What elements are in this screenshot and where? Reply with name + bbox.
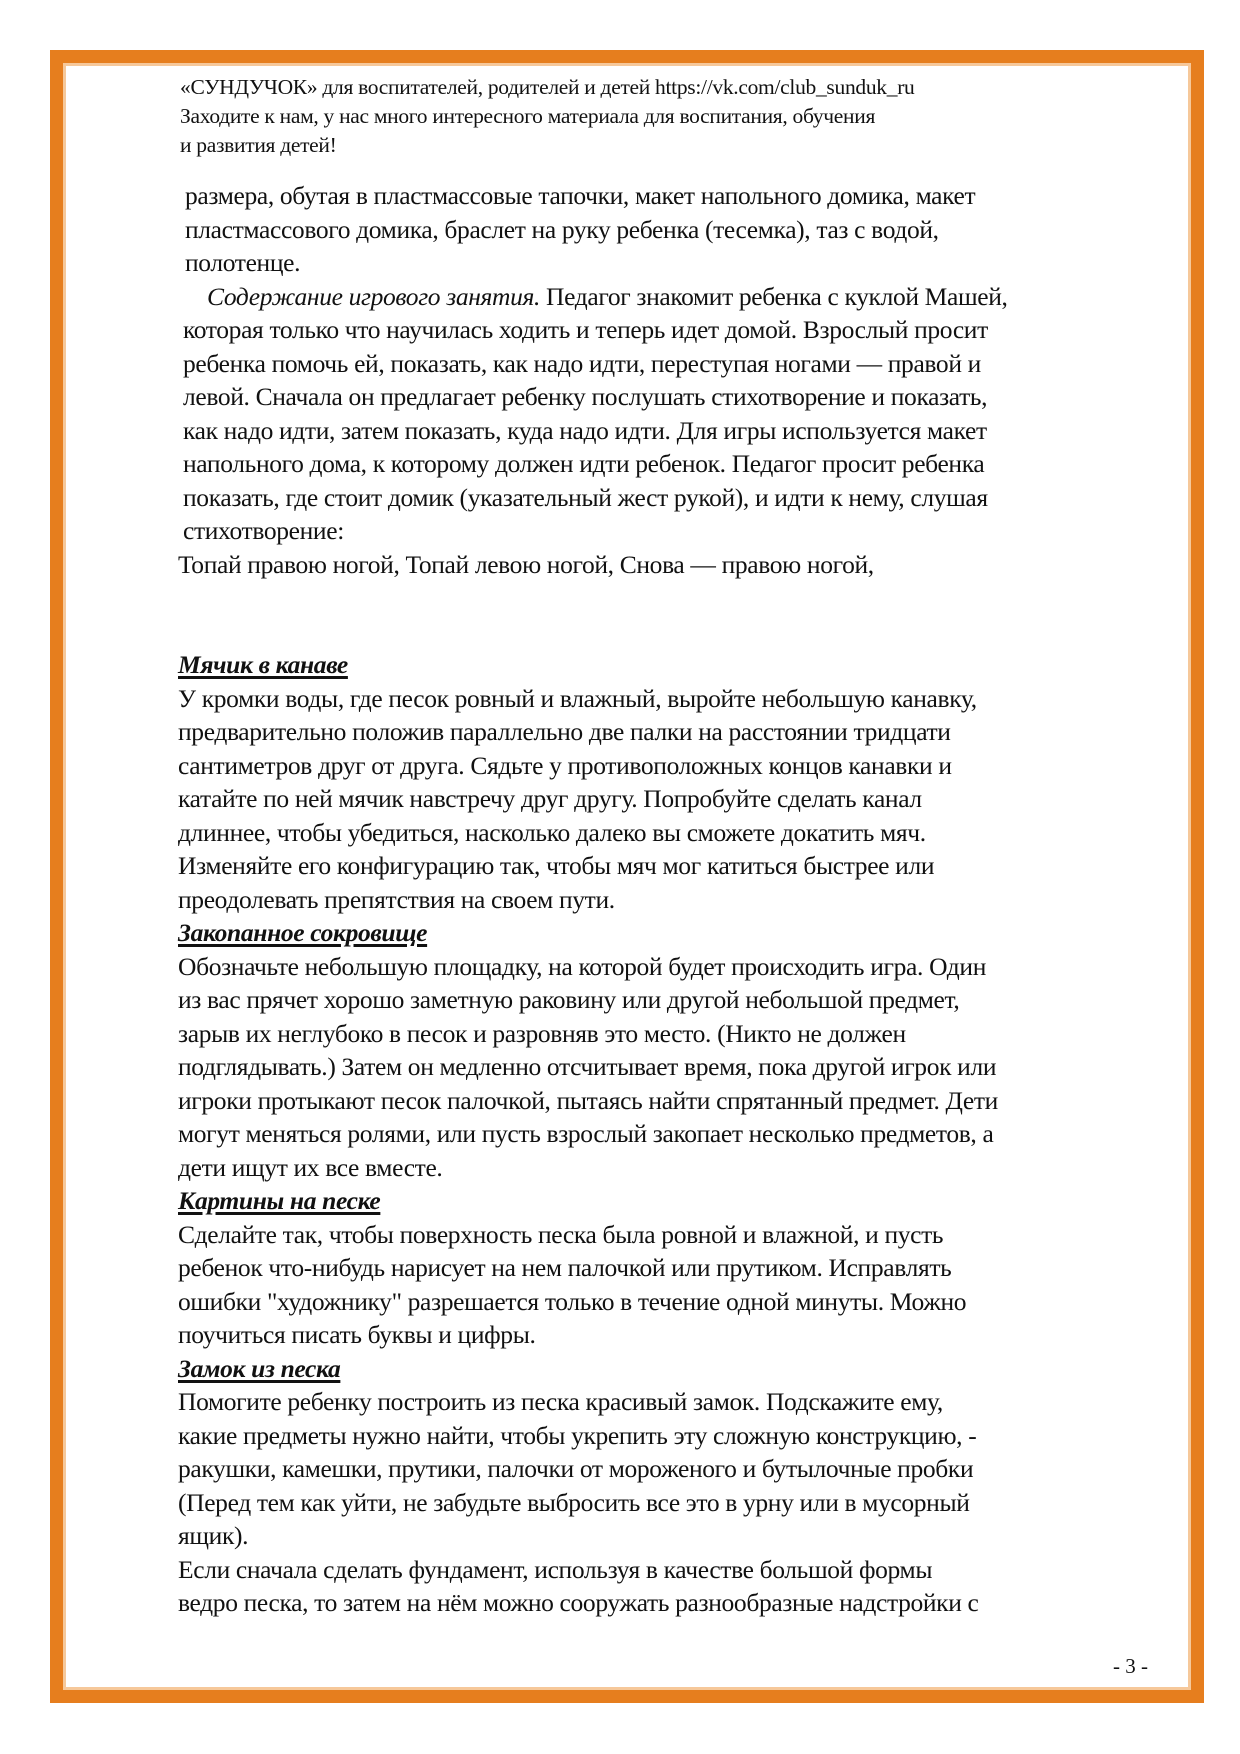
- paragraph-line: ящик).: [178, 1521, 249, 1550]
- paragraph-line: как надо идти, затем показать, куда надо идти. Для игры используется макет: [183, 415, 987, 445]
- paragraph-line: Топай правою ногой, Топай левою ногой, Снова — правою ногой,: [178, 549, 874, 579]
- paragraph-line: зарыв их неглубоко в песок и разровняв это место. (Никто не должен: [178, 1018, 906, 1048]
- paragraph-line: сантиметров друг от друга. Сядьте у противоположных концов канавки и: [178, 750, 952, 780]
- paragraph-line: предварительно положив параллельно две палки на расстоянии тридцати: [178, 717, 951, 746]
- paragraph-line: подглядывать.) Затем он медленно отсчитывает время, пока другой игрок или: [178, 1052, 997, 1081]
- section-heading-text: Картины на песке: [178, 1186, 381, 1215]
- header-line: «СУНДУЧОК» для воспитателей, родителей и детей https://vk.com/club_sunduk_ru: [180, 75, 915, 99]
- paragraph-line: катайте по ней мячик навстречу друг другу. Попробуйте сделать канал: [178, 784, 922, 813]
- paragraph-line: размера, обутая в пластмассовые тапочки, макет напольного домика, макет: [185, 181, 976, 210]
- paragraph-line: пластмассового домика, браслет на руку ребенка (тесемка), таз с водой,: [185, 214, 939, 244]
- paragraph-line: Обозначьте небольшую площадку, на которой будет происходить игра. Один: [178, 951, 987, 981]
- section-heading: [178, 648, 1178, 682]
- paragraph-line: Если сначала сделать фундамент, используя в качестве большой формы: [178, 1554, 933, 1584]
- page-number: - 3 -: [1113, 1654, 1148, 1678]
- paragraph-line: стихотворение:: [183, 516, 344, 545]
- paragraph-line: Помогите ребенку построить из песка красивый замок. Подскажите ему,: [178, 1387, 943, 1416]
- header-line: Заходите к нам, у нас много интересного материала для воспитания, обучения: [180, 104, 876, 128]
- paragraph-line: поучиться писать буквы и цифры.: [178, 1320, 536, 1349]
- section-heading: [178, 916, 1178, 950]
- italic-lead-text: Содержание игрового занятия.: [207, 281, 541, 311]
- section-heading: [178, 1352, 1178, 1386]
- section-heading-text: Закопанное сокровище: [178, 918, 428, 947]
- header-line: и развития детей!: [180, 133, 337, 157]
- paragraph-line: из вас прячет хорошо заметную раковину или другой небольшой предмет,: [178, 985, 960, 1014]
- blank-line: [178, 581, 1178, 615]
- paragraph-line: игроки протыкают песок палочкой, пытаясь найти спрятанный предмет. Дети: [178, 1085, 998, 1115]
- paragraph-line: У кромки воды, где песок ровный и влажный, выройте небольшую канавку,: [178, 683, 977, 713]
- paragraph-line: полотенце.: [185, 248, 301, 277]
- paragraph-line: Изменяйте его конфигурацию так, чтобы мяч мог катиться быстрее или: [178, 851, 935, 880]
- paragraph-line: ребенок что-нибудь нарисует на нем палочкой или прутиком. Исправлять: [178, 1253, 952, 1282]
- paragraph-line: [178, 280, 1178, 314]
- paragraph-line: ребенка помочь ей, показать, как надо идти, переступая ногами — правой и: [183, 348, 981, 378]
- paragraph-line: Сделайте так, чтобы поверхность песка была ровной и влажной, и пусть: [178, 1219, 944, 1249]
- blank-line: [178, 615, 1178, 649]
- paragraph-line: которая только что научилась ходить и теперь идет домой. Взрослый просит: [183, 315, 988, 344]
- paragraph-line: левой. Сначала он предлагает ребенку послушать стихотворение и показать,: [183, 382, 988, 411]
- page-header: [180, 73, 915, 160]
- section-heading: [178, 1184, 1178, 1218]
- paragraph-line: показать, где стоит домик (указательный жест рукой), и идти к нему, слушая: [183, 482, 988, 512]
- paragraph-line: длиннее, чтобы убедиться, насколько далеко вы сможете докатить мяч.: [178, 817, 926, 847]
- paragraph-line: могут меняться ролями, или пусть взрослый закопает несколько предметов, а: [178, 1119, 994, 1148]
- paragraph-line: ошибки "художнику" разрешается только в течение одной минуты. Можно: [178, 1286, 967, 1316]
- section-heading-text: Мячик в канаве: [178, 650, 348, 679]
- paragraph-line: (Перед тем как уйти, не забудьте выбросить все это в урну или в мусорный: [178, 1487, 970, 1517]
- paragraph-line: ракушки, камешки, прутики, палочки от мороженого и бутылочные пробки: [178, 1454, 974, 1483]
- document-body: [178, 179, 1178, 1620]
- paragraph-line: дети ищут их все вместе.: [178, 1152, 443, 1182]
- paragraph-line: какие предметы нужно найти, чтобы укрепить эту сложную конструкцию, -: [178, 1420, 977, 1450]
- section-heading-text: Замок из песка: [178, 1353, 341, 1383]
- paragraph-line: напольного дома, к которому должен идти ребенок. Педагог просит ребенка: [183, 449, 985, 478]
- paragraph-line: ведро песка, то затем на нём можно сооружать разнообразные надстройки с: [178, 1588, 979, 1617]
- paragraph-text: Педагог знакомит ребенка с куклой Машей,: [540, 281, 1008, 311]
- paragraph-line: преодолевать препятствия на своем пути.: [178, 884, 615, 914]
